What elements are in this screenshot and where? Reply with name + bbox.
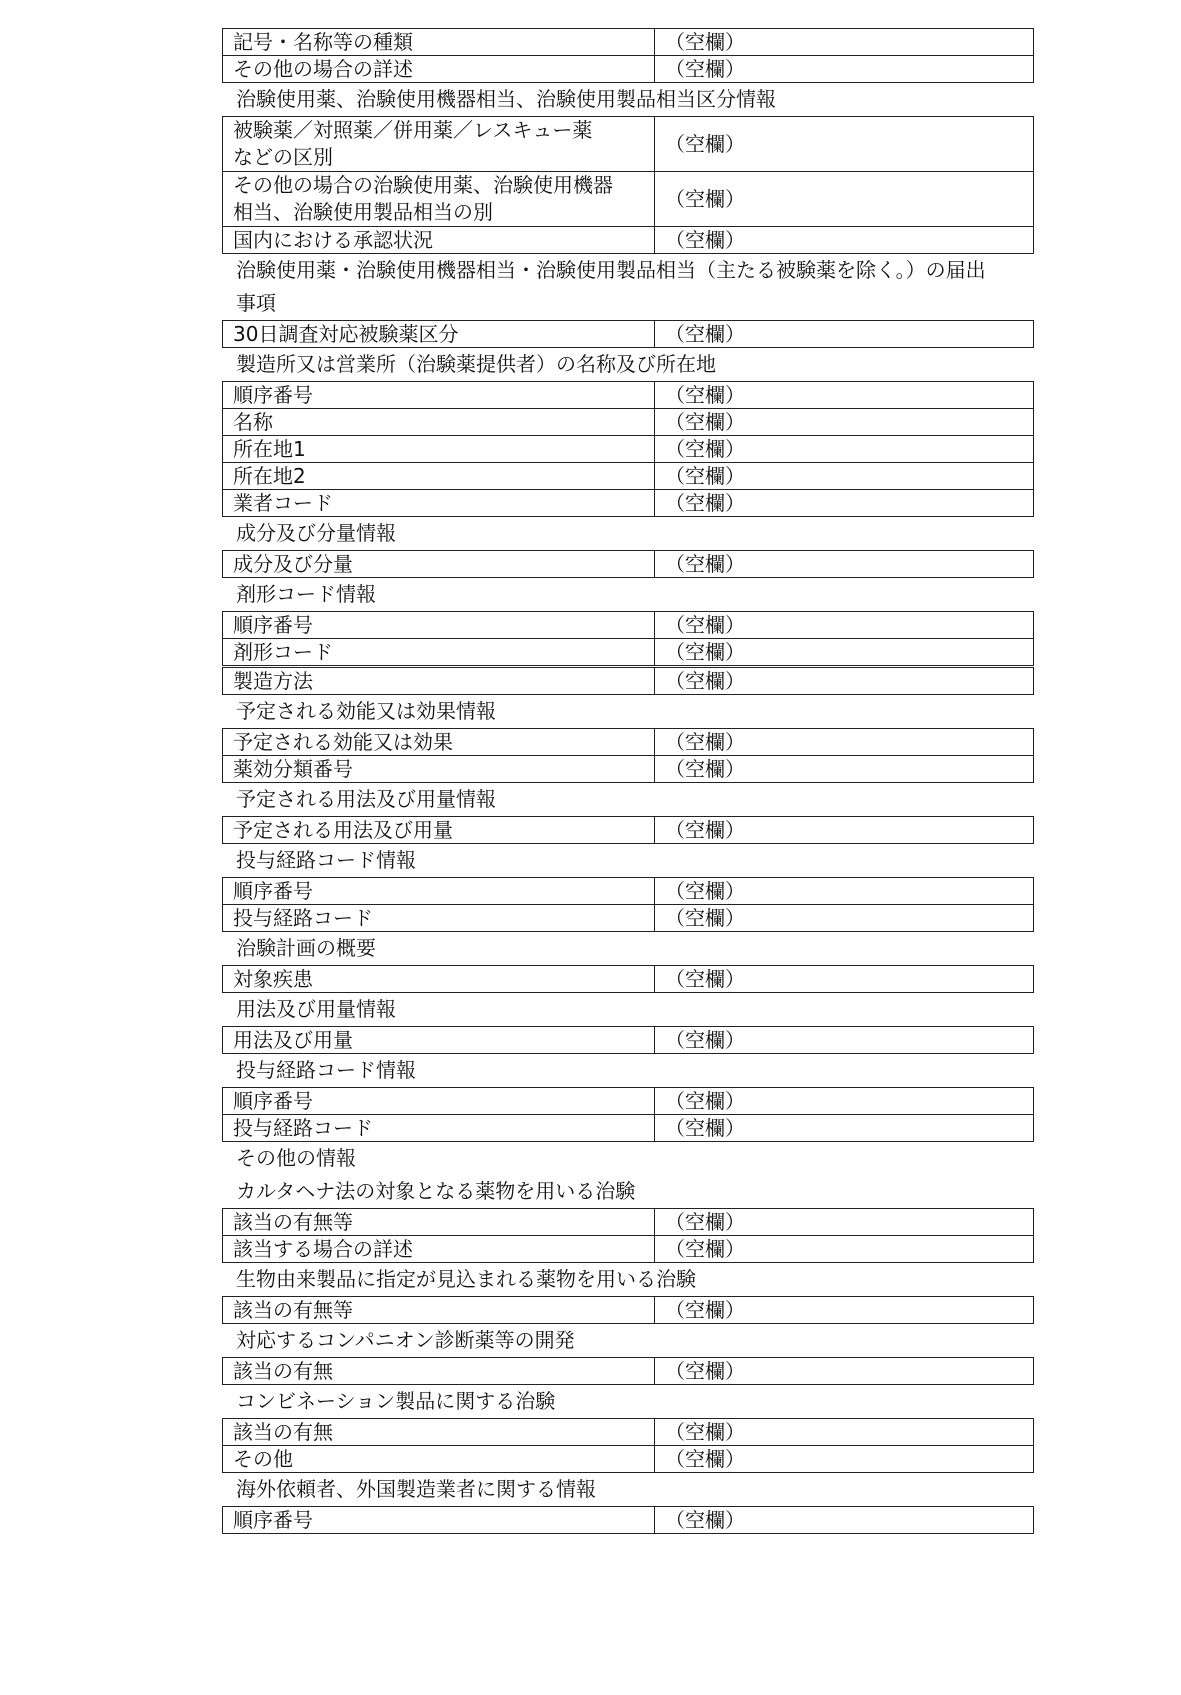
field-value: （空欄） — [655, 817, 1034, 844]
field-label: 順序番号 — [223, 382, 655, 409]
field-label: 所在地2 — [223, 463, 655, 490]
field-label: 該当の有無等 — [223, 1209, 655, 1236]
field-table — [222, 550, 1034, 578]
field-label — [223, 117, 655, 172]
field-label: 順序番号 — [223, 612, 655, 639]
field-value: （空欄） — [655, 639, 1034, 667]
table-row — [223, 639, 1034, 667]
table-row — [223, 490, 1034, 517]
field-label: 用法及び用量 — [223, 1027, 655, 1054]
field-table — [222, 1208, 1034, 1263]
field-label: 記号・名称等の種類 — [223, 29, 655, 56]
field-value: （空欄） — [655, 729, 1034, 756]
field-table — [222, 320, 1034, 348]
section-heading: 投与経路コード情報 — [236, 848, 416, 872]
field-value: （空欄） — [655, 1358, 1034, 1385]
document-body — [222, 28, 1034, 1534]
table-row — [223, 321, 1034, 348]
field-value: （空欄） — [655, 966, 1034, 993]
section-heading-line: 事項 — [236, 291, 276, 315]
field-table — [222, 1506, 1034, 1534]
field-value: （空欄） — [655, 1507, 1034, 1534]
table-row — [223, 463, 1034, 490]
table-row — [223, 1297, 1034, 1324]
field-table — [222, 28, 1034, 83]
field-value: （空欄） — [655, 612, 1034, 639]
field-table — [222, 1418, 1034, 1473]
table-row — [223, 612, 1034, 639]
field-label-line: などの区別 — [233, 145, 333, 169]
field-table — [222, 116, 1034, 254]
field-table — [222, 877, 1034, 932]
field-label: 投与経路コード — [223, 1115, 655, 1142]
section-heading: 海外依頼者、外国製造業者に関する情報 — [236, 1477, 596, 1501]
field-table — [222, 381, 1034, 517]
field-value: （空欄） — [655, 436, 1034, 463]
field-label: 予定される効能又は効果 — [223, 729, 655, 756]
field-label: 成分及び分量 — [223, 551, 655, 578]
field-table — [222, 1026, 1034, 1054]
table-row — [223, 966, 1034, 993]
field-label: その他の場合の詳述 — [223, 56, 655, 83]
section-heading: 製造所又は営業所（治験薬提供者）の名称及び所在地 — [236, 352, 716, 376]
section-heading: 治験計画の概要 — [236, 936, 376, 960]
table-row — [223, 551, 1034, 578]
table-row — [223, 1236, 1034, 1263]
field-label: 剤形コード — [223, 639, 655, 667]
field-value: （空欄） — [655, 321, 1034, 348]
section-heading-line: 治験使用薬・治験使用機器相当・治験使用製品相当（主たる被験薬を除く。）の届出 — [236, 258, 986, 282]
field-value: （空欄） — [655, 551, 1034, 578]
table-row — [223, 878, 1034, 905]
field-label-line: 相当、治験使用製品相当の別 — [233, 200, 493, 224]
table-row — [223, 756, 1034, 783]
field-value: （空欄） — [655, 490, 1034, 517]
field-value: （空欄） — [655, 29, 1034, 56]
field-value: （空欄） — [655, 117, 1034, 172]
table-row — [223, 1088, 1034, 1115]
field-table — [222, 611, 1034, 695]
table-row — [223, 29, 1034, 56]
field-value: （空欄） — [655, 878, 1034, 905]
field-label-line: その他の場合の治験使用薬、治験使用機器 — [233, 173, 613, 197]
field-value: （空欄） — [655, 1209, 1034, 1236]
field-value: （空欄） — [655, 667, 1034, 695]
field-value: （空欄） — [655, 1446, 1034, 1473]
table-row — [223, 667, 1034, 695]
section-heading: 予定される用法及び用量情報 — [236, 787, 496, 811]
field-label: 順序番号 — [223, 878, 655, 905]
table-row — [223, 409, 1034, 436]
table-row — [223, 117, 1034, 172]
field-label: その他 — [223, 1446, 655, 1473]
field-label: 製造方法 — [223, 667, 655, 695]
field-label: 名称 — [223, 409, 655, 436]
field-label-line: 被験薬／対照薬／併用薬／レスキュー薬 — [233, 118, 593, 142]
table-row — [223, 817, 1034, 844]
field-label: 該当する場合の詳述 — [223, 1236, 655, 1263]
table-row — [223, 1419, 1034, 1446]
table-row — [223, 1027, 1034, 1054]
field-value: （空欄） — [655, 905, 1034, 932]
field-label: 30日調査対応被験薬区分 — [223, 321, 655, 348]
field-label: 順序番号 — [223, 1088, 655, 1115]
table-row — [223, 1358, 1034, 1385]
field-label: 所在地1 — [223, 436, 655, 463]
section-heading: 生物由来製品に指定が見込まれる薬物を用いる治験 — [236, 1267, 696, 1291]
field-label: 国内における承認状況 — [223, 227, 655, 254]
field-label: 該当の有無 — [223, 1358, 655, 1385]
field-label: 予定される用法及び用量 — [223, 817, 655, 844]
field-label: 該当の有無等 — [223, 1297, 655, 1324]
field-table — [222, 816, 1034, 844]
field-label: 該当の有無 — [223, 1419, 655, 1446]
field-value: （空欄） — [655, 1419, 1034, 1446]
table-row — [223, 1446, 1034, 1473]
section-heading: 対応するコンパニオン診断薬等の開発 — [236, 1328, 575, 1352]
field-value: （空欄） — [655, 1088, 1034, 1115]
field-table — [222, 965, 1034, 993]
field-value: （空欄） — [655, 1115, 1034, 1142]
table-row — [223, 436, 1034, 463]
field-value: （空欄） — [655, 1236, 1034, 1263]
section-heading: カルタヘナ法の対象となる薬物を用いる治験 — [236, 1179, 636, 1203]
table-row — [223, 56, 1034, 83]
field-label: 対象疾患 — [223, 966, 655, 993]
field-value: （空欄） — [655, 227, 1034, 254]
field-table — [222, 1357, 1034, 1385]
table-row — [223, 382, 1034, 409]
field-label: 投与経路コード — [223, 905, 655, 932]
field-label: 薬効分類番号 — [223, 756, 655, 783]
table-row — [223, 227, 1034, 254]
section-heading: コンビネーション製品に関する治験 — [236, 1389, 556, 1413]
field-table — [222, 1087, 1034, 1142]
field-value: （空欄） — [655, 172, 1034, 227]
field-value: （空欄） — [655, 382, 1034, 409]
section-heading: 剤形コード情報 — [236, 582, 376, 606]
field-table — [222, 1296, 1034, 1324]
section-heading: 成分及び分量情報 — [236, 521, 396, 545]
section-heading: 用法及び用量情報 — [236, 997, 396, 1021]
field-value: （空欄） — [655, 56, 1034, 83]
field-value: （空欄） — [655, 756, 1034, 783]
table-row — [223, 729, 1034, 756]
section-heading: 治験使用薬、治験使用機器相当、治験使用製品相当区分情報 — [236, 87, 776, 111]
table-row — [223, 172, 1034, 227]
field-table — [222, 728, 1034, 783]
section-heading: その他の情報 — [236, 1146, 356, 1170]
section-heading — [222, 254, 1034, 320]
field-value: （空欄） — [655, 409, 1034, 436]
table-row — [223, 905, 1034, 932]
field-label: 業者コード — [223, 490, 655, 517]
section-heading: 予定される効能又は効果情報 — [236, 699, 496, 723]
table-row — [223, 1115, 1034, 1142]
field-label — [223, 172, 655, 227]
table-row — [223, 1209, 1034, 1236]
section-heading: 投与経路コード情報 — [236, 1058, 416, 1082]
field-label: 順序番号 — [223, 1507, 655, 1534]
field-value: （空欄） — [655, 1027, 1034, 1054]
field-value: （空欄） — [655, 463, 1034, 490]
table-row — [223, 1507, 1034, 1534]
field-value: （空欄） — [655, 1297, 1034, 1324]
